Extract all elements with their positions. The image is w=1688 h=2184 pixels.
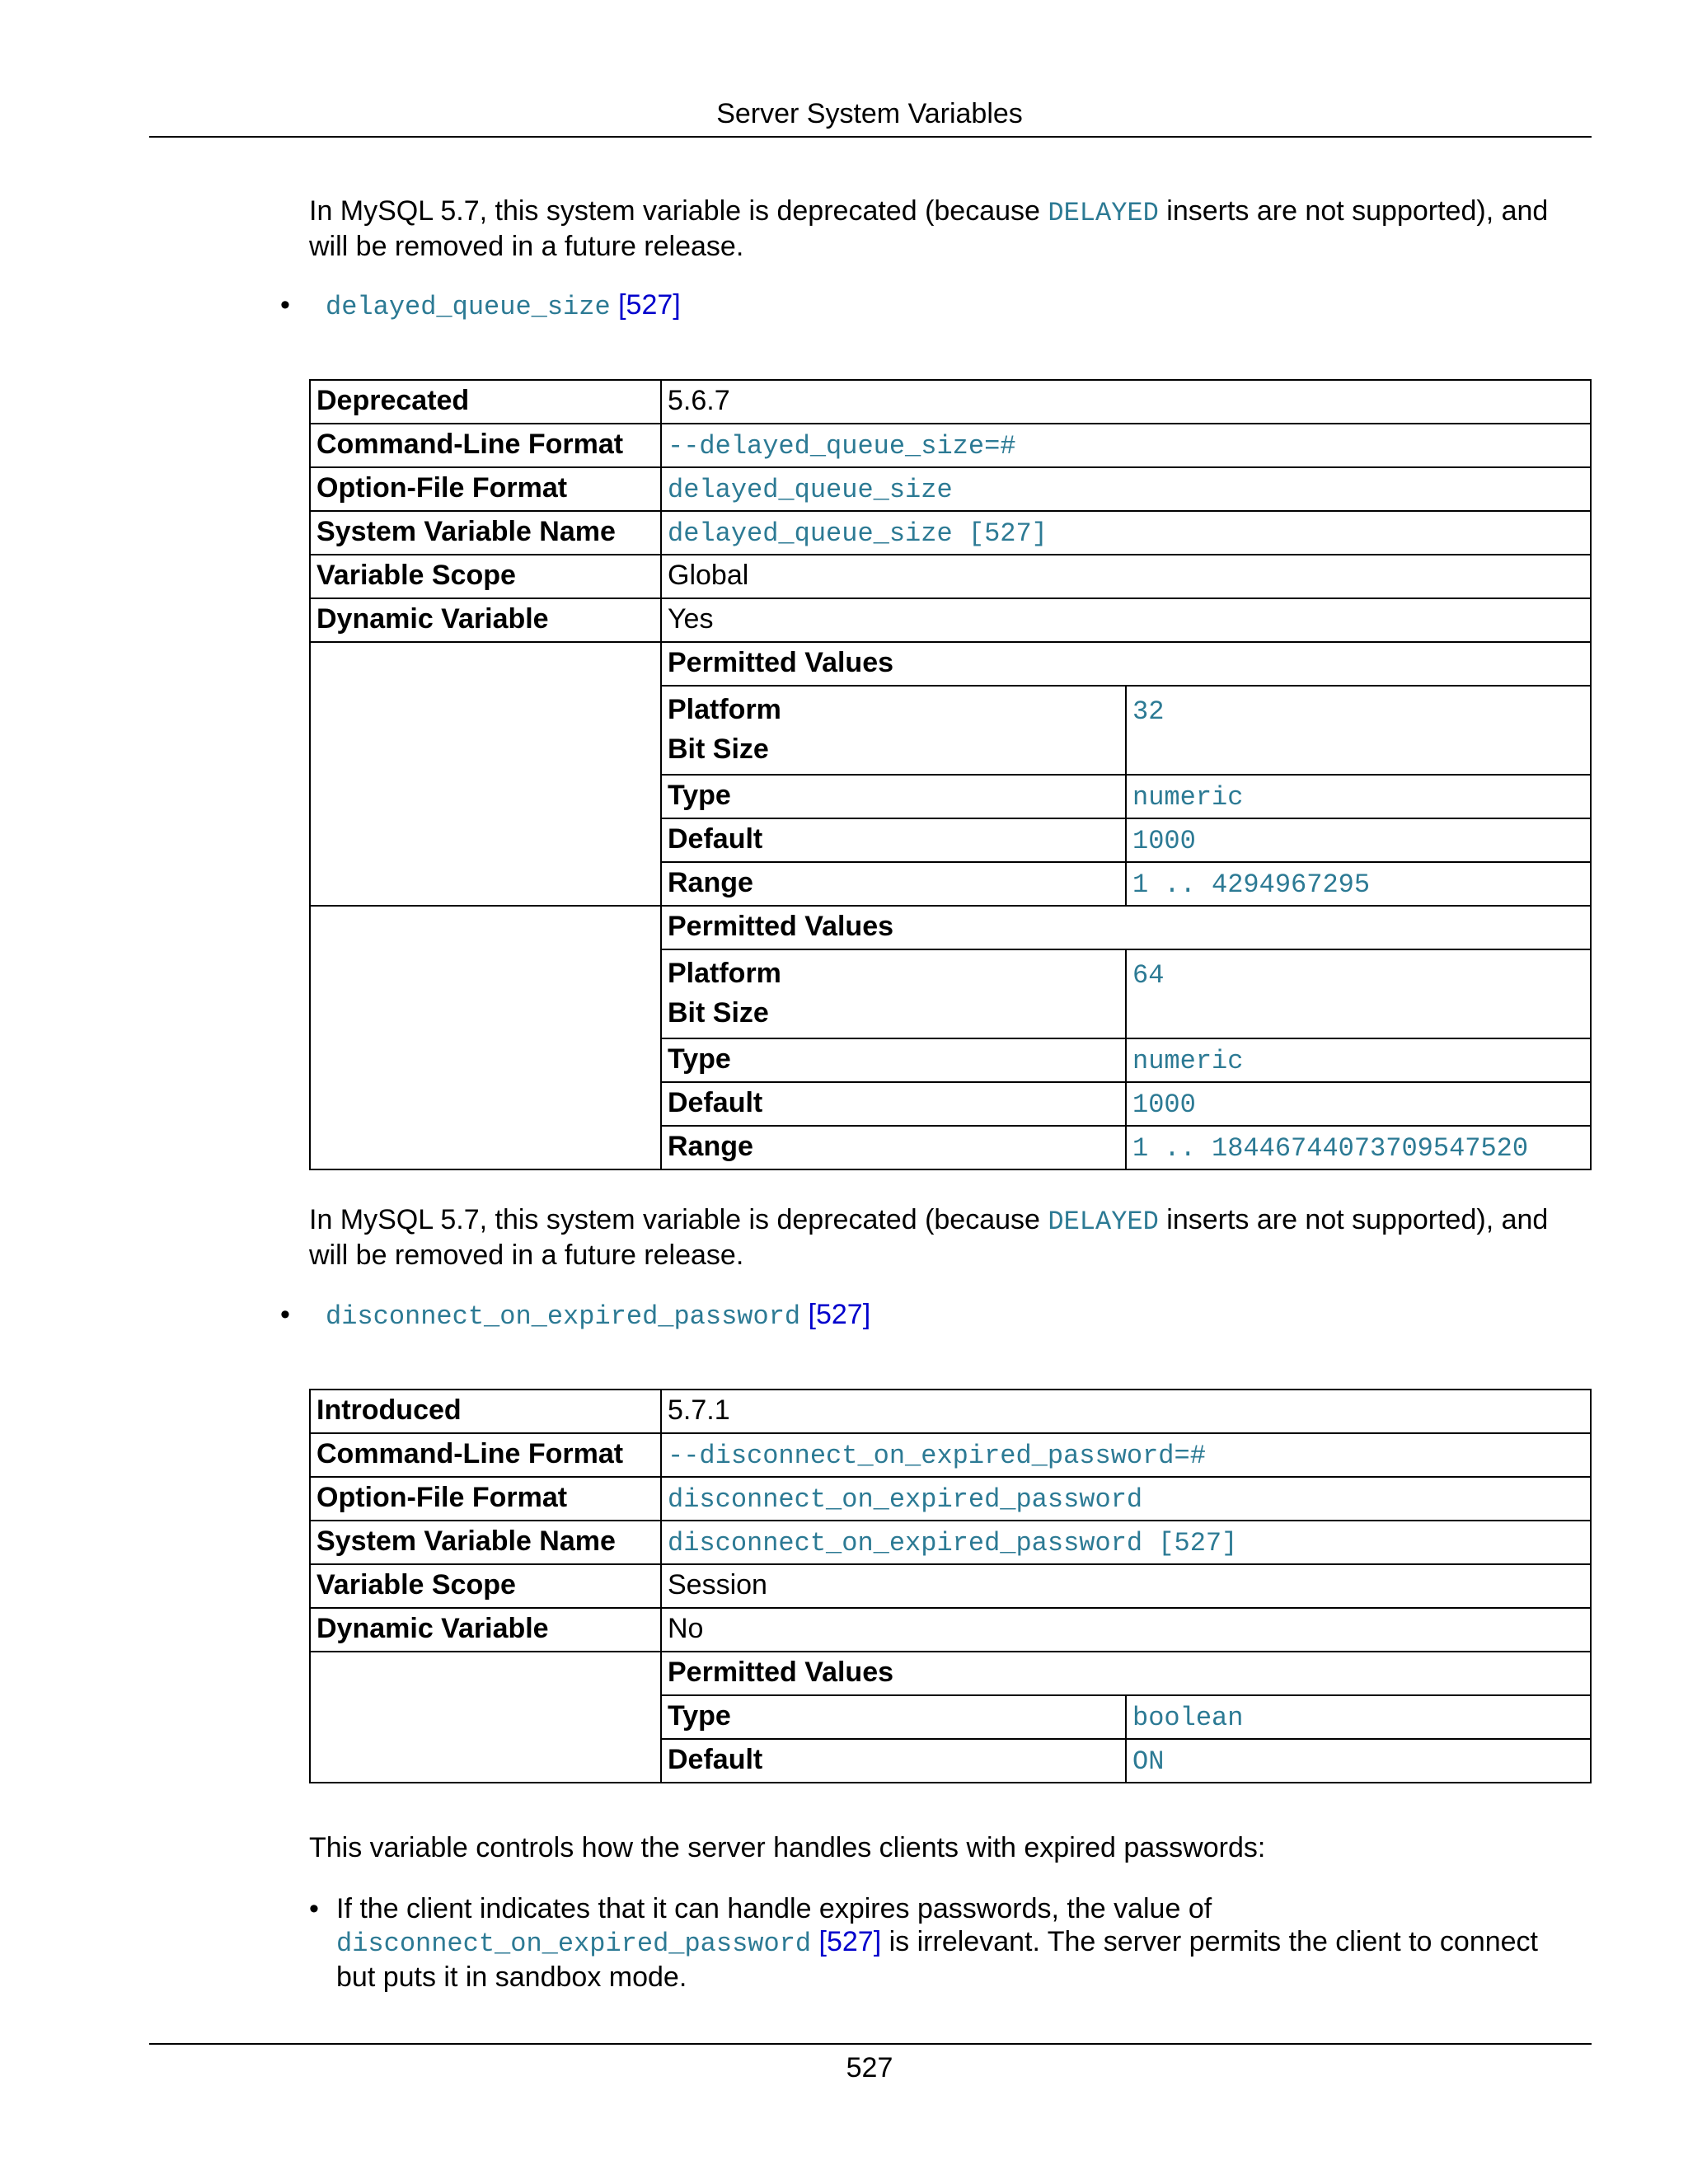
controls-text: This variable controls how the server handles clients with expired passwords: [309,1832,1266,1863]
bullet-dot: • [280,1299,290,1330]
var1-name-link[interactable]: delayed_queue_size [326,292,611,322]
type-label: Type [662,1695,1126,1739]
type-value: boolean [1132,1703,1244,1733]
after-text-after: inserts are not supported), and will be removed in a future release. [309,1204,1549,1271]
row-value: --delayed_queue_size=# [668,431,1016,462]
header-rule [149,136,1592,138]
table-row [310,511,1591,555]
row-label: Variable Scope [310,1564,661,1608]
row-value: --disconnect_on_expired_password=# [668,1441,1206,1471]
system-variable-link[interactable]: delayed_queue_size [527] [668,518,1048,549]
permitted-values-table [662,907,1590,1169]
row-label: Dynamic Variable [310,1608,661,1652]
permitted-values-block [310,1652,1591,1783]
default-value: 1000 [1132,1090,1196,1120]
table-row [310,467,1591,511]
range-label: Range [662,862,1126,905]
sub-bullet-item [309,1892,1592,1994]
row-value: 5.6.7 [661,380,1591,424]
intro-text-after: inserts are not supported), and will be removed in a future release. [309,195,1549,262]
platform-value: 64 [1132,960,1165,991]
permitted-values-block [310,642,1591,906]
row-value: Global [661,555,1591,598]
table-row [310,1477,1591,1521]
row-label: Deprecated [310,380,661,424]
bullet-delayed-queue-size [280,288,681,324]
var1-ref-link[interactable]: [527] [618,289,681,321]
system-variable-link[interactable]: disconnect_on_expired_password [527] [668,1528,1238,1558]
table-row [310,424,1591,467]
permitted-values-heading: Permitted Values [662,907,1590,949]
default-label: Default [662,818,1126,862]
default-value: ON [1132,1746,1165,1777]
row-label: Option-File Format [310,467,661,511]
range-value: 1 .. 18446744073709547520 [1132,1133,1529,1164]
permitted-values-block [310,906,1591,1169]
sub-bullet-line1: If the client indicates that it can handle expires passwords, the value of [336,1893,1212,1924]
range-value: 1 .. 4294967295 [1132,869,1371,900]
type-label: Type [662,775,1126,818]
table-row [310,1433,1591,1477]
permitted-values-table [662,1652,1590,1782]
permitted-values-heading: Permitted Values [662,1652,1590,1695]
table-row [310,380,1591,424]
table-row [310,1564,1591,1608]
type-value: numeric [1132,782,1244,813]
row-label: System Variable Name [310,1521,661,1564]
var2-name-link[interactable]: disconnect_on_expired_password [326,1301,801,1332]
row-value: No [661,1608,1591,1652]
footer-rule [149,2043,1592,2045]
platform-value: 32 [1132,696,1165,727]
default-value: 1000 [1132,826,1196,856]
sub-bullet-line2: is irrelevant. The server permits the client to connect [881,1926,1538,1957]
row-label: Dynamic Variable [310,598,661,642]
row-label: Option-File Format [310,1477,661,1521]
platform-label: Platform Bit Size [662,949,1126,1038]
disconnect-code-link[interactable]: disconnect_on_expired_password [336,1929,812,1959]
row-value: Yes [661,598,1591,642]
row-label: Command-Line Format [310,424,661,467]
table-row [310,598,1591,642]
row-value: Session [661,1564,1591,1608]
type-value: numeric [1132,1046,1244,1076]
row-value: delayed_queue_size [668,475,953,505]
delayed-code: DELAYED [1048,198,1159,228]
var2-ref-link[interactable]: [527] [808,1299,871,1330]
empty-label-cell [310,906,661,1169]
table-row [310,1390,1591,1433]
row-label: Variable Scope [310,555,661,598]
platform-label: Platform Bit Size [662,686,1126,775]
intro-paragraph [309,194,1592,263]
after-table-paragraph [309,1203,1592,1272]
delayed-queue-size-table [309,379,1592,1170]
row-label: Command-Line Format [310,1433,661,1477]
row-label: Introduced [310,1390,661,1433]
table-row [310,1521,1591,1564]
page-number: 527 [846,2052,893,2083]
empty-label-cell [310,642,661,906]
type-label: Type [662,1038,1126,1082]
table-row [310,1608,1591,1652]
row-value: 5.7.1 [661,1390,1591,1433]
sub-bullet-dot: • [309,1893,319,1924]
delayed-code: DELAYED [1048,1207,1159,1237]
row-label: System Variable Name [310,511,661,555]
disconnect-on-expired-password-table [309,1389,1592,1783]
empty-label-cell [310,1652,661,1783]
table-row [310,555,1591,598]
row-value: disconnect_on_expired_password [668,1484,1143,1515]
after-text-before: In MySQL 5.7, this system variable is deprecated (because [309,1204,1048,1235]
permitted-values-heading: Permitted Values [662,643,1590,686]
permitted-values-table [662,643,1590,905]
default-label: Default [662,1739,1126,1782]
bullet-disconnect-on-expired-password [280,1298,870,1333]
range-label: Range [662,1126,1126,1169]
default-label: Default [662,1082,1126,1126]
intro-text-before: In MySQL 5.7, this system variable is deprecated (because [309,195,1048,227]
sub-bullet-line3: but puts it in sandbox mode. [336,1961,687,1993]
bullet-dot: • [280,289,290,321]
controls-paragraph [309,1831,1592,1864]
page-header-title: Server System Variables [716,98,1023,129]
disconnect-ref-link[interactable]: [527] [818,1926,882,1957]
